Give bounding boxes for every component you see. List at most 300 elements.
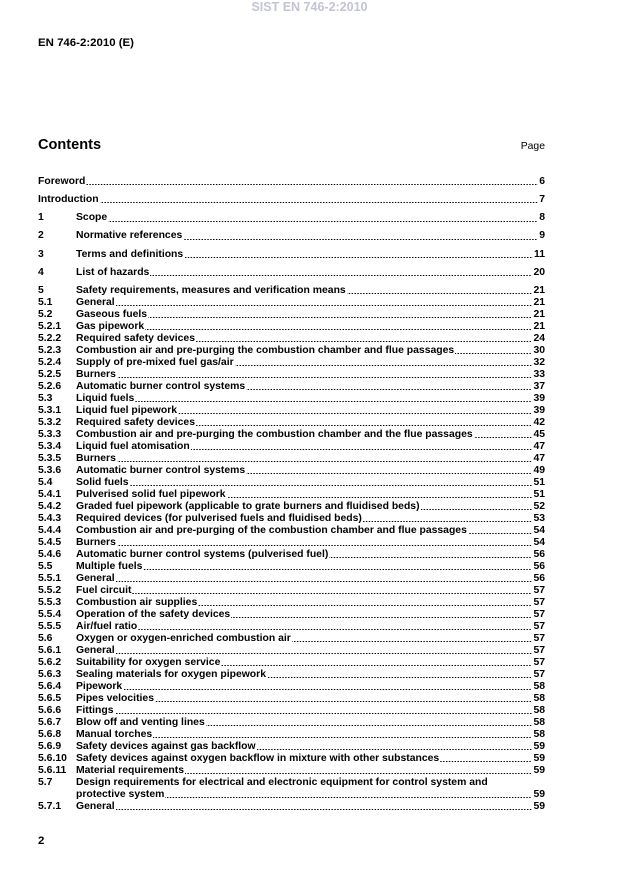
dot-leader [150, 267, 532, 279]
toc-entry-5-7[interactable] [38, 777, 545, 801]
toc-entry-line [38, 681, 545, 693]
watermark-text: SIST EN 746-2:2010 [251, 0, 368, 14]
section-page-number: 32 [533, 356, 545, 368]
dot-leader [116, 297, 533, 309]
section-number: 5.3.4 [38, 440, 62, 452]
section-title: Air/fuel ratio [76, 620, 138, 632]
toc-entry-5-6-6[interactable] [38, 705, 545, 717]
toc-entry-line [38, 489, 545, 501]
toc-entry-5-3-1[interactable] [38, 405, 545, 417]
dot-leader [347, 285, 533, 297]
section-title: Oxygen or oxygen-enriched combustion air [76, 632, 291, 644]
dot-leader [196, 417, 532, 429]
section-title: Automatic burner control systems (pulverised fuel) [76, 548, 329, 560]
section-page-number: 56 [533, 560, 545, 572]
section-title: Blow off and venting lines [76, 716, 205, 728]
section-page-number: 21 [533, 320, 545, 332]
toc-entry-line [38, 729, 545, 741]
toc-entry-5-4-3[interactable] [38, 513, 545, 525]
page-column-label: Page [520, 141, 545, 153]
toc-entry-5-5-3[interactable] [38, 597, 545, 609]
dot-leader [116, 801, 533, 813]
toc-entry-5-5-4[interactable] [38, 609, 545, 621]
toc-entry-line [38, 573, 545, 585]
section-number: 5.4.1 [38, 488, 62, 500]
section-title: Liquid fuel atomisation [76, 440, 190, 452]
toc-entry-line [38, 513, 545, 525]
section-number: 5.3.1 [38, 404, 62, 416]
section-number: 5.5.4 [38, 608, 62, 620]
section-number: 5.2.2 [38, 332, 62, 344]
toc-entry-line [38, 267, 545, 279]
section-title: Required safety devices [76, 332, 195, 344]
toc-entry-5-6[interactable] [38, 633, 545, 645]
dot-leader [267, 669, 532, 681]
section-title: Normative references [76, 230, 183, 242]
section-page-number: 39 [533, 404, 545, 416]
dot-leader [363, 513, 533, 525]
dot-leader [231, 609, 532, 621]
section-number: 1 [38, 212, 44, 224]
section-page-number: 47 [533, 440, 545, 452]
section-number: 5.2.3 [38, 344, 62, 356]
toc-entry-line [38, 465, 545, 477]
section-title: Automatic burner control systems [76, 464, 246, 476]
dot-leader [165, 789, 532, 801]
toc-entry-5-1[interactable] [38, 297, 545, 309]
dot-leader [86, 176, 538, 188]
section-number: 5.3.2 [38, 416, 62, 428]
toc-entry-5-3-2[interactable] [38, 417, 545, 429]
toc-entry-line [38, 597, 545, 609]
section-title: Pipes velocities [76, 692, 154, 704]
toc-entry-5-3[interactable] [38, 393, 545, 405]
toc-entry-line [38, 537, 545, 549]
section-number: 4 [38, 266, 44, 278]
section-page-number: 9 [539, 230, 545, 242]
toc-entry-line [38, 297, 545, 309]
section-page-number: 58 [533, 704, 545, 716]
section-number: 5.4 [38, 476, 53, 488]
toc-entry-5-2-6[interactable] [38, 381, 545, 393]
section-title: Safety requirements, measures and verification means [76, 284, 346, 296]
toc-entry-line [38, 561, 545, 573]
section-page-number: 57 [533, 608, 545, 620]
toc-entry-line [38, 176, 545, 188]
dot-leader [227, 489, 533, 501]
toc-entry-5-6-2[interactable] [38, 657, 545, 669]
dot-leader [198, 597, 532, 609]
toc-entry-line [38, 765, 545, 777]
section-number: 5.4.3 [38, 512, 62, 524]
toc-entry-5-5-1[interactable] [38, 573, 545, 585]
section-number: 5.7.1 [38, 800, 62, 812]
dot-leader [474, 429, 533, 441]
section-number-indent [38, 789, 76, 801]
toc-entry-5-5-2[interactable] [38, 585, 545, 597]
dot-leader [117, 453, 533, 465]
dot-leader [185, 765, 532, 777]
dot-leader [191, 441, 533, 453]
dot-leader [145, 321, 532, 333]
section-page-number: 58 [533, 692, 545, 704]
toc-entry-line [38, 453, 545, 465]
section-number: 5.4.2 [38, 500, 62, 512]
section-title: Introduction [38, 194, 99, 206]
section-title: Burners [76, 452, 116, 464]
section-title: Graded fuel pipework (applicable to grate burners and fluidised beds) [76, 500, 420, 512]
section-page-number: 57 [533, 668, 545, 680]
dot-leader [206, 717, 533, 729]
section-page-number: 20 [533, 266, 545, 278]
section-page-number: 58 [533, 680, 545, 692]
section-title: Scope [76, 212, 108, 224]
section-number: 2 [38, 230, 44, 242]
section-page-number: 39 [533, 392, 545, 404]
toc-entry-5-6-8[interactable] [38, 729, 545, 741]
section-number: 5.6.9 [38, 740, 62, 752]
dot-leader [123, 681, 532, 693]
section-title: Combustion air supplies [76, 596, 198, 608]
section-title: Foreword [38, 176, 86, 187]
section-page-number: 56 [533, 548, 545, 560]
section-page-number: 7 [539, 194, 545, 206]
section-page-number: 21 [533, 308, 545, 320]
toc-entry-5-7-1[interactable] [38, 801, 545, 813]
section-title: Manual torches [76, 728, 153, 740]
section-number: 5.2.4 [38, 356, 62, 368]
section-number: 5.4.5 [38, 536, 62, 548]
toc-entry-line [38, 525, 545, 537]
toc-entry-line [38, 621, 545, 633]
section-page-number: 30 [533, 344, 545, 356]
toc-entry-5-6-4[interactable] [38, 681, 545, 693]
section-title: Suitability for oxygen service [76, 656, 221, 668]
toc-entry-5-6-3[interactable] [38, 669, 545, 681]
dot-leader [246, 381, 532, 393]
section-page-number: 24 [533, 332, 545, 344]
section-title: Gas pipework [76, 320, 145, 332]
toc-entry-line [38, 609, 545, 621]
section-title: Liquid fuels [76, 392, 135, 404]
section-number: 5.6.4 [38, 680, 62, 692]
section-number: 5.3 [38, 392, 53, 404]
toc-entry-5-2-2[interactable] [38, 333, 545, 345]
toc-entry-line [38, 789, 545, 801]
toc-entry-line [38, 345, 545, 357]
toc-entry-line [38, 285, 545, 297]
toc-entry-5-6-10[interactable] [38, 753, 545, 765]
toc-entry-line [38, 357, 545, 369]
section-number: 5.7 [38, 776, 53, 788]
section-page-number: 54 [533, 536, 545, 548]
section-page-number: 45 [533, 428, 545, 440]
toc-entry-line [38, 212, 545, 224]
section-title: Automatic burner control systems [76, 380, 246, 392]
toc-entry-5-2-4[interactable] [38, 357, 545, 369]
toc-entry-line [38, 645, 545, 657]
toc-entry-line [38, 194, 545, 206]
section-number: 5.3.6 [38, 464, 62, 476]
dot-leader [235, 357, 533, 369]
section-page-number: 51 [533, 476, 545, 488]
toc-entry-line [38, 309, 545, 321]
footer-page-number: 2 [38, 834, 45, 847]
section-page-number: 57 [533, 632, 545, 644]
section-title: General [76, 800, 115, 812]
toc-entry-5-6-7[interactable] [38, 717, 545, 729]
section-number: 5.2.5 [38, 368, 62, 380]
toc-entry-5-6-9[interactable] [38, 741, 545, 753]
section-title: Burners [76, 368, 116, 380]
section-title: Pipework [76, 680, 123, 692]
dot-leader [329, 549, 532, 561]
toc-entry-1[interactable] [38, 212, 545, 224]
table-of-contents [38, 176, 545, 813]
dot-leader [455, 345, 532, 357]
section-title: General [76, 572, 115, 584]
section-title: General [76, 296, 115, 308]
section-title: Gaseous fuels [76, 308, 148, 320]
toc-entry-5-3-3[interactable] [38, 429, 545, 441]
section-page-number: 21 [533, 284, 545, 296]
section-number: 5.6.3 [38, 668, 62, 680]
section-page-number: 57 [533, 656, 545, 668]
toc-entry-line [38, 705, 545, 717]
section-number: 3 [38, 248, 44, 260]
section-number: 5.2.1 [38, 320, 62, 332]
section-page-number: 59 [533, 788, 545, 800]
dot-leader [184, 249, 533, 261]
section-title: General [76, 644, 115, 656]
dot-leader [117, 537, 533, 549]
section-page-number: 52 [533, 500, 545, 512]
section-title: protective system [76, 788, 165, 800]
dot-leader [138, 621, 532, 633]
toc-entry-foreword[interactable] [38, 176, 545, 188]
section-title: Required devices (for pulverised fuels and fluidised beds) [76, 512, 362, 524]
toc-entry-5-5[interactable] [38, 561, 545, 573]
section-page-number: 51 [533, 488, 545, 500]
toc-entry-line [38, 753, 545, 765]
section-page-number: 59 [533, 752, 545, 764]
toc-entry-4[interactable] [38, 267, 545, 279]
section-page-number: 59 [533, 764, 545, 776]
section-title: Safety devices against oxygen backflow in mixture with other substances [76, 752, 440, 764]
toc-entry-line [38, 693, 545, 705]
section-page-number: 54 [533, 524, 545, 536]
contents-heading: Contents [38, 137, 102, 154]
section-number: 5 [38, 284, 44, 296]
section-page-number: 58 [533, 716, 545, 728]
section-page-number: 8 [539, 212, 545, 224]
section-title: Sealing materials for oxygen pipework [76, 668, 266, 680]
dot-leader [196, 333, 532, 345]
toc-entry-line [38, 549, 545, 561]
toc-entry-5-4-4[interactable] [38, 525, 545, 537]
section-number: 5.4.6 [38, 548, 62, 560]
toc-entry-line [38, 405, 545, 417]
toc-entry-5-2[interactable] [38, 309, 545, 321]
section-title: Safety devices against gas backflow [76, 740, 256, 752]
toc-entry-line [38, 585, 545, 597]
section-page-number: 37 [533, 380, 545, 392]
section-number: 5.6.1 [38, 644, 62, 656]
toc-entry-5-4-6[interactable] [38, 549, 545, 561]
toc-entry-line [38, 393, 545, 405]
toc-entry-line [38, 801, 545, 813]
section-page-number: 57 [533, 620, 545, 632]
section-number: 5.3.3 [38, 428, 62, 440]
dot-leader [178, 405, 532, 417]
section-number: 5.5.2 [38, 584, 62, 596]
toc-entry-line [38, 369, 545, 381]
dot-leader [135, 393, 532, 405]
dot-leader [115, 705, 533, 717]
document-id: EN 746-2:2010 (E) [38, 36, 134, 49]
toc-entry-line [38, 417, 545, 429]
toc-entry-5-4-1[interactable] [38, 489, 545, 501]
section-number: 5.6 [38, 632, 53, 644]
section-title: Supply of pre-mixed fuel gas/air [76, 356, 234, 368]
section-title: Material requirements [76, 764, 184, 776]
dot-leader [108, 212, 538, 224]
toc-entry-line [38, 381, 545, 393]
section-page-number: 57 [533, 596, 545, 608]
toc-entry-line [38, 477, 545, 489]
toc-entry-5-2-3[interactable] [38, 345, 545, 357]
dot-leader [143, 561, 532, 573]
section-number: 5.6.11 [38, 764, 67, 776]
section-number: 5.5.3 [38, 596, 62, 608]
toc-entry-5-5-5[interactable] [38, 621, 545, 633]
toc-entry-line [38, 249, 545, 261]
toc-entry-5-3-4[interactable] [38, 441, 545, 453]
dot-leader [153, 729, 532, 741]
dot-leader [132, 585, 532, 597]
dot-leader [130, 477, 533, 489]
dot-leader [117, 369, 533, 381]
toc-entry-line [38, 429, 545, 441]
section-page-number: 56 [533, 572, 545, 584]
toc-entry-line [38, 441, 545, 453]
toc-entry-line [38, 501, 545, 513]
toc-entry-5-3-5[interactable] [38, 453, 545, 465]
dot-leader [257, 741, 533, 753]
section-page-number: 53 [533, 512, 545, 524]
section-title: Solid fuels [76, 476, 129, 488]
section-page-number: 57 [533, 584, 545, 596]
toc-entry-5-4-2[interactable] [38, 501, 545, 513]
dot-leader [183, 230, 538, 242]
section-number: 5.6.10 [38, 752, 67, 764]
section-title: Required safety devices [76, 416, 195, 428]
section-title: Operation of the safety devices [76, 608, 231, 620]
toc-entry-line [38, 321, 545, 333]
section-page-number: 49 [533, 464, 545, 476]
toc-entry-5-3-6[interactable] [38, 465, 545, 477]
section-page-number: 59 [533, 740, 545, 752]
toc-entry-5-6-5[interactable] [38, 693, 545, 705]
dot-leader [116, 645, 533, 657]
section-page-number: 33 [533, 368, 545, 380]
section-page-number: 57 [533, 644, 545, 656]
dot-leader [116, 573, 533, 585]
toc-entry-5-4[interactable] [38, 477, 545, 489]
section-number: 5.6.5 [38, 692, 62, 704]
dot-leader [292, 633, 533, 645]
toc-entry-5-6-11[interactable] [38, 765, 545, 777]
dot-leader [148, 309, 532, 321]
section-number: 5.6.2 [38, 656, 62, 668]
section-title: Fittings [76, 704, 114, 716]
section-title: Combustion air and pre-purging the combustion chamber and flue passages [76, 344, 455, 356]
section-title: List of hazards [76, 266, 150, 278]
section-number: 5.2 [38, 308, 53, 320]
toc-entry-5-2-1[interactable] [38, 321, 545, 333]
section-page-number: 58 [533, 728, 545, 740]
section-number: 5.2.6 [38, 380, 62, 392]
section-number: 5.6.6 [38, 704, 62, 716]
toc-entry-line [38, 717, 545, 729]
toc-entry-line [38, 657, 545, 669]
section-number: 5.6.8 [38, 728, 62, 740]
toc-entry-5-6-1[interactable] [38, 645, 545, 657]
dot-leader [468, 525, 533, 537]
section-title: Liquid fuel pipework [76, 404, 178, 416]
dot-leader [100, 194, 539, 206]
toc-entry-line [38, 777, 545, 789]
section-title: Pulverised solid fuel pipework [76, 488, 226, 500]
toc-entry-2[interactable] [38, 230, 545, 242]
section-title: Design requirements for electrical and electronic equipment for control system and [76, 776, 488, 788]
toc-entry-line [38, 333, 545, 345]
section-page-number: 11 [534, 248, 545, 260]
section-title: Multiple fuels [76, 560, 143, 572]
section-number: 5.6.7 [38, 716, 62, 728]
section-title: Burners [76, 536, 116, 548]
section-page-number: 42 [533, 416, 545, 428]
section-number: 5.5.5 [38, 620, 62, 632]
toc-entry-line [38, 633, 545, 645]
dot-leader [155, 693, 532, 705]
toc-entry-line [38, 741, 545, 753]
toc-entry-3[interactable] [38, 249, 545, 261]
section-title: Combustion air and pre-purging the combustion chamber and the flue passages [76, 428, 473, 440]
section-page-number: 21 [533, 296, 545, 308]
section-title: Terms and definitions [76, 248, 184, 260]
toc-entry-5-4-5[interactable] [38, 537, 545, 549]
toc-entry-introduction[interactable] [38, 194, 545, 206]
dot-leader [440, 753, 532, 765]
section-number: 5.5 [38, 560, 53, 572]
section-page-number: 6 [539, 176, 545, 187]
section-number: 5.3.5 [38, 452, 62, 464]
dot-leader [221, 657, 532, 669]
section-title: Fuel circuit [76, 584, 132, 596]
section-number: 5.1 [38, 296, 53, 308]
toc-entry-line [38, 669, 545, 681]
toc-entry-5-2-5[interactable] [38, 369, 545, 381]
section-page-number: 59 [533, 800, 545, 812]
toc-entry-line [38, 230, 545, 242]
section-number: 5.5.1 [38, 572, 62, 584]
section-title: Combustion air and pre-purging of the combustion chamber and flue passages [76, 524, 467, 536]
dot-leader [246, 465, 532, 477]
section-page-number: 47 [533, 452, 545, 464]
section-number: 5.4.4 [38, 524, 62, 536]
toc-entry-5[interactable] [38, 285, 545, 297]
